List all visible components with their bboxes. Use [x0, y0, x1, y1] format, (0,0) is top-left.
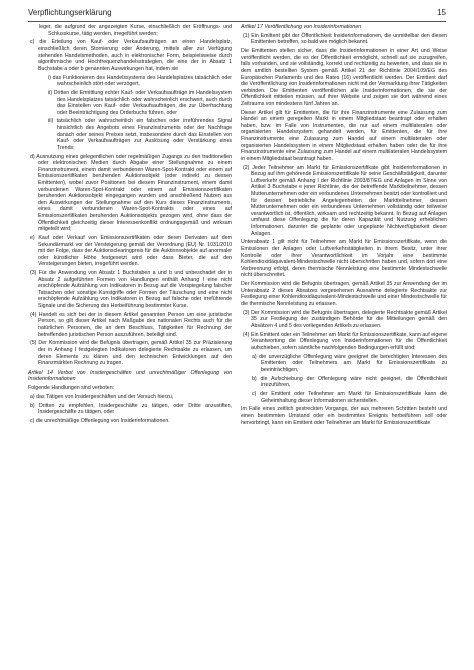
paragraph: (3) Für die Anwendung von Absatz 1 Buchstaben a und b und unbeschadet der in Absatz 2 aufgeführten Formen von Handlungen enthält Anhang I eine nicht erschöpfende Aufzählung von Indikatoren in Bezug auf die Vorspiegelung falscher Tatsachen oder sonstige Kunstgriffe oder Formen der Täuschung und eine nicht erschöpfende Aufzählung von Indikatoren in Bezug auf falsche oder irreführende Signale und die Sicherung des Herbeiführung bestimmter Kurse.: [30, 270, 232, 310]
paragraph: Der Kommission wird die Befugnis übertragen, gemäß Artikel 35 zur Anwendung der im Unterabsatz 2 dieses Absatzes vorgesehenen Ausnahme delegierte Rechtsakte zur Festlegung einer Kohlendioxidäquivalent-Mindestschwelle und einer Mindestschwelle für die thermische Nennleistung zu erlassen.: [241, 281, 447, 307]
paragraph: c) der Emittent oder Teilnehmer am Markt für Emissionszertifikate kann die Geheimhaltung dieser Informationen sicherstellen.: [252, 390, 447, 404]
paragraph: (5) Der Kommission wird die Befugnis übertragen, gemäß Artikel 35 zur Präzisierung der in Anhang I festgelegten Indikatoren delegierte Rechtsakte zu erlassen, um deren Elemente zu klären und den technischen Entwicklungen auf den Finanzmärkten Rechnung zu tragen.: [30, 340, 232, 367]
paragraph: Unterabsatz 1 gilt nicht für Teilnehmer am Markt für Emissionszertifikate, wenn die Emissionen der Anlagen oder Luftverkehrstätigkeiten in ihrem Besitz, unter ihrer Kontrolle oder ihrer Verantwortlichkeit im Vorjahr eine bestimmte Kohlendioxidäquivalent-Mindestschwelle nicht überschritten haben und, sofern dort eine Verbrennung erfolgt, deren thermische Nennleistung eine bestimmte Mindestschwelle nicht überschreitet.: [241, 239, 447, 279]
paragraph: (4) Handelt es sich bei der in diesem Artikel genannten Person um eine juristische Person, so gilt dieser Artikel nach Maßgabe des nationalen Rechts auch für die natürlichen Personen, die an dem Beschluss, Tätigkeiten für Rechnung der betreffenden juristischen Person auszuführen, beteiligt sind.: [30, 311, 232, 338]
running-header: [28, 6, 446, 20]
article-heading: Artikel 14 Verbot von Insidergeschäften und unrechtmäßiger Offenlegung von Insiderinformationen: [28, 369, 232, 383]
paragraph: (1) Ein Emittent gibt der Öffentlichkeit Insiderinformationen, die unmittelbar den diesen Emittenten betreffen, so bald wie möglich bekannt.: [243, 32, 447, 46]
page-number: 15: [437, 8, 446, 17]
paragraph: Im Falle eines zeitlich gestreckten Vorgangs, der aus mehreren Schritten besteht und einen bestimmten Umstand oder ein bestimmtes Ereignis herbeiführen soll oder hervorbringt, kann ein Emittent oder Teilnehmer am Markt für Emissionszertifikate: [241, 406, 447, 426]
paragraph: (4) Ein Emittent oder ein Teilnehmer am Markt für Emissionszertifikate, kann auf eigene Verantwortung die Offenlegung von Insiderinformationen für die Öffentlichkeit aufschieben, sofern sämtliche nachfolgenden Bedingungen erfüllt sind:: [243, 331, 447, 351]
paragraph: i) das Funktionieren des Handelssystems des Handelsplatzes tatsächlich oder wahrscheinlich stört oder verzögert,: [48, 74, 232, 88]
header-rule: [28, 21, 446, 22]
paragraph: (2) Jeder Teilnehmer am Markt für Emissionszertifikate gibt Insiderinformationen in Bezug auf ihm gehörende Emissionszertifikate für seine Geschäftstätigkeit, darunter Luftverkehr gemäß Anhang I der Richtlinie 2003/87/EG und Anlagen im Sinne von Artikel 3 Buchstabe e jener Richtlinie, die der betreffende Marktteilnehmer, dessen Mutterunternehmen oder ein verbundenes Unternehmen besitzt oder kontrolliert und für dessen betriebliche Angelegenheiten der Marktteilnehmer, dessen Mutterunternehmen oder ein verbundenes Unternehmen vollständig oder teilweise verantwortlich ist, öffentlich, wirksam und rechtzeitig bekannt. In Bezug auf Anlagen umfasst diese Offenlegung die für deren Kapazität und Nutzung erheblichen Informationen, darunter die geplante oder ungeplante Nichtverfügbarkeit dieser Anlagen.: [243, 164, 447, 237]
paragraph: leger, die aufgrund der angezeigten Kurse, einschließlich der Eröffnungs- und Schlusskurse, tätig werden, irregeführt werden;: [39, 24, 232, 37]
paragraph: ii) Dritten die Ermittlung echter Kauf- oder Verkaufsaufträge im Handelssystem des Handelsplatzes tatsächlich oder wahrscheinlich erschwert, auch durch das Einstellen von Kauf- oder Verkaufsaufträgen, die zur Überfrachtung oder Beeinträchtigung des Orderbuchs führen, oder: [48, 89, 232, 116]
paragraph: b) Dritten zu empfehlen, Insidergeschäfte zu tätigen, oder Dritte anzustiften, Insidergeschäfte zu tätigen, oder: [30, 402, 232, 416]
right-column: [241, 24, 447, 428]
paragraph: a) die unverzügliche Offenlegung wäre geeignet die berechtigten Interessen des Emittenten oder Teilnehmers am Markt für Emissionszertifikate zu beeinträchtigen,: [252, 353, 447, 373]
paragraph: c) die unrechtmäßige Offenlegung von Insiderinformationen.: [30, 418, 170, 425]
article-heading: Artikel 17 Veröffentlichung von Insiderinformationen: [241, 24, 362, 30]
paragraph: d) Ausnutzung eines gelegentlichen oder regelmäßigen Zugangs zu den traditionellen oder elektronischen Medien durch Abgabe einer Stellungnahme zu einem Finanzinstrument, einem damit verbundenen Waren-Spot-Kontrakt oder einem auf Emissionszertifikaten beruhenden Auktionsobjekt (oder indirekt zu dessen Emittenten), wobei zuvor Positionen bei diesem Finanzinstrument, einem damit verbundenen Waren-Spot-Kontrakt oder einem auf Emissionszertifikaten beruhenden Auktionsobjekt eingegangen wurden und anschließend Nutzen aus den Auswirkungen der Stellungnahme auf den Kurs dieses Finanzinstruments, eines damit verbundenen Waren-Spot-Kontrakts oder eines auf Emissionszertifikaten beruhenden Auktionsobjekts gezogen wird, ohne dass der Öffentlichkeit gleichzeitig dieser Interessenkonflikt ordnungsgemäß und wirksam mitgeteilt wird;: [30, 153, 232, 233]
paragraph: Die Emittenten stellen sicher, dass die Insiderinformationen in einer Art und Weise veröffentlicht werden, die es der Öffentlichkeit ermöglicht, schnell auf sie zuzugreifen, falls vorhanden, und sie vollständig, korrekt und rechtzeitig zu bewerten, und dass sie in dem amtlich bestellten System gemäß Artikel 21 der Richtlinie 2004/109/EG des Europäischen Parlaments und des Rates (16) veröffentlicht werden. Der Emittent darf die Veröffentlichung von Insiderinformationen nicht mit der Vermarktung ihrer Tätigkeiten verbinden. Die Emittenten veröffentlichen alle Insiderinformationen, die sie der Öffentlichkeit mitteilen müssen, auf ihrer Website und zeigen sie dort während eines Zeitraums von mindestens fünf Jahren an.: [241, 48, 447, 107]
paragraph: iii) tatsächlich oder wahrscheinlich ein falsches oder irreführendes Signal hinsichtlich des Angebots eines Finanzinstruments oder der Nachfrage danach oder seines Preises setzt, insbesondere durch das Einstellen von Kauf- oder Verkaufsaufträgen zur Auslösung oder Verstärkung eines Trends;: [48, 118, 232, 151]
paragraph: (3) Der Kommission wird die Befugnis übertragen, delegierte Rechtsakte gemäß Artikel 35 zur Festlegung der zuständigen Behörde für die Mitteilungen gemäß den Absätzen 4 und 5 des vorliegenden Artikels zu erlassen.: [243, 309, 447, 329]
left-column: [28, 24, 232, 427]
running-header-title: Verpflichtungserklärung: [28, 8, 112, 17]
paragraph: a) das Tätigen von Insidergeschäften und der Versuch hierzu,: [30, 393, 174, 400]
paragraph: e) Kauf oder Verkauf von Emissionszertifikaten oder deren Derivaten auf dem Sekundärmarkt vor der Versteigerung gemäß der Verordnung (EU) Nr. 1031/2010 mit der Folge, dass der Auktionsclearingpreis für die Auktionsobjekte auf anormaler oder künstlicher Höhe festgesetzt wird oder dass Bieter, die auf den Versteigerungen bieten, irregeführt werden.: [30, 234, 232, 268]
paragraph: b) die Aufschiebung der Offenlegung wäre nicht geeignet, die Öffentlichkeit irrezuführen,: [252, 375, 447, 389]
paragraph: Folgende Handlungen sind verboten:: [28, 385, 115, 392]
paragraph: Dieser Artikel gilt für Emittenten, die für ihre Finanzinstrumente eine Zulassung zum Handel an einem geregelten Markt in einem Mitgliedstaat beantragt oder erhalten haben, bzw. im Falle von Instrumenten, die nur auf einem multilateralen oder organisierten Handelssystem gehandelt werden, für Emittenten, die für ihre Finanzinstrumente eine Zulassung zum Handel auf einem multilateralen oder organisierten Handelssystem in einem Mitgliedstaat erhalten haben oder die für ihre Finanzinstrumente eine Zulassung zum Handel auf einem multilateralen Handelssystem in einem Mitgliedstaat beantragt haben.: [241, 109, 447, 162]
paragraph: c) die Erteilung von Kauf- oder Verkaufsaufträgen an einen Handelsplatz, einschließlich deren Stornierung oder Änderung, mittels aller zur Verfügung stehenden Handelsmethoden, auch in elektronischer Form, beispielsweise durch algorithmische und Hochfrequenzhandelsstrategien, die eine der in Absatz 1 Buchstabe a oder b genannten Auswirkungen hat, indem sie: [30, 39, 232, 72]
